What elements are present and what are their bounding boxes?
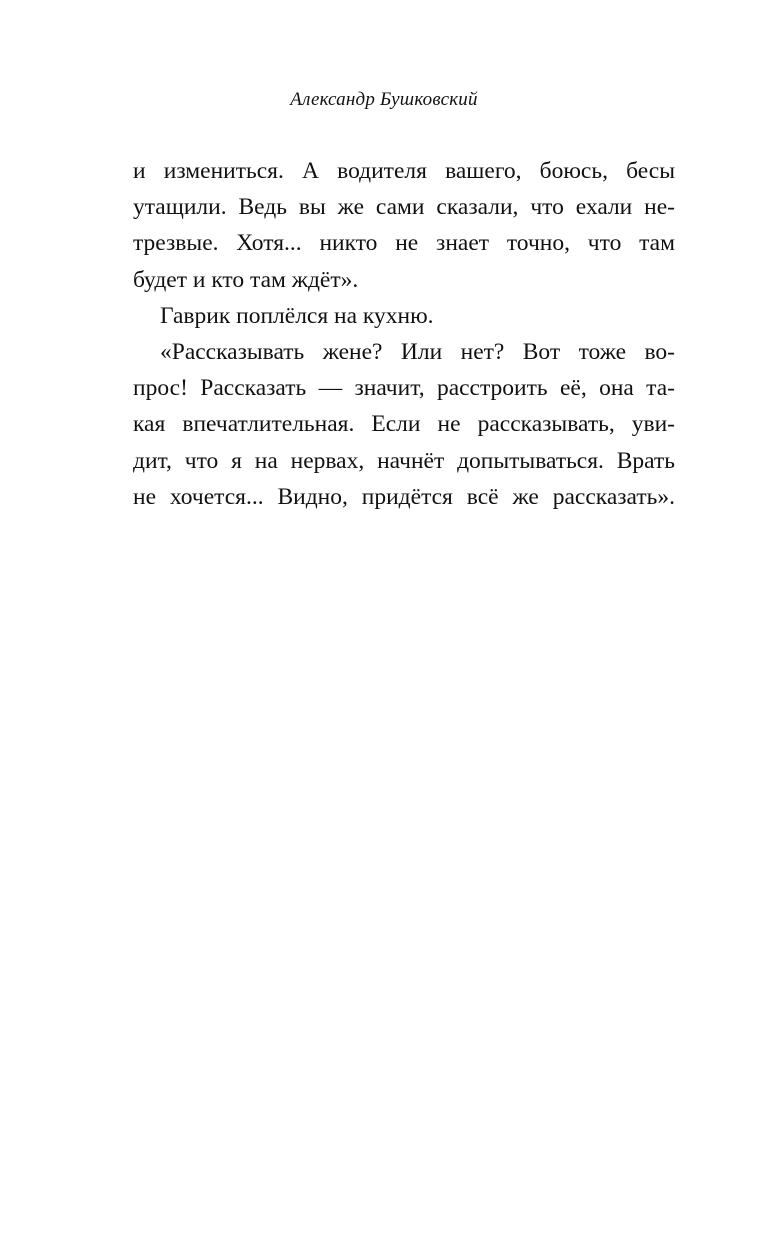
text-line: Гаврик поплёлся на кухню. — [160, 302, 434, 329]
body-text — [133, 153, 675, 515]
text-line: дит, что я на нервах, начнёт допытываться. Врать — [133, 447, 675, 474]
text-line: не хочется... Видно, придётся всё же рассказать». — [133, 483, 675, 510]
text-line: кая впечатлительная. Если не рассказывать, уви- — [133, 411, 675, 438]
text-line: и измениться. А водителя вашего, боюсь, бесы — [133, 158, 675, 184]
running-head-author: Александр Бушковский — [290, 89, 478, 110]
text-line: утащили. Ведь вы же сами сказали, что ехали не- — [133, 194, 675, 221]
text-line: прос! Рассказать — значит, расстроить её, она та- — [133, 375, 675, 402]
text-line: «Рассказывать жене? Или нет? Вот тоже во- — [160, 338, 675, 365]
text-line: трезвые. Хотя... никто не знает точно, что там — [133, 230, 675, 257]
text-line: будет и кто там ждёт». — [133, 266, 359, 293]
